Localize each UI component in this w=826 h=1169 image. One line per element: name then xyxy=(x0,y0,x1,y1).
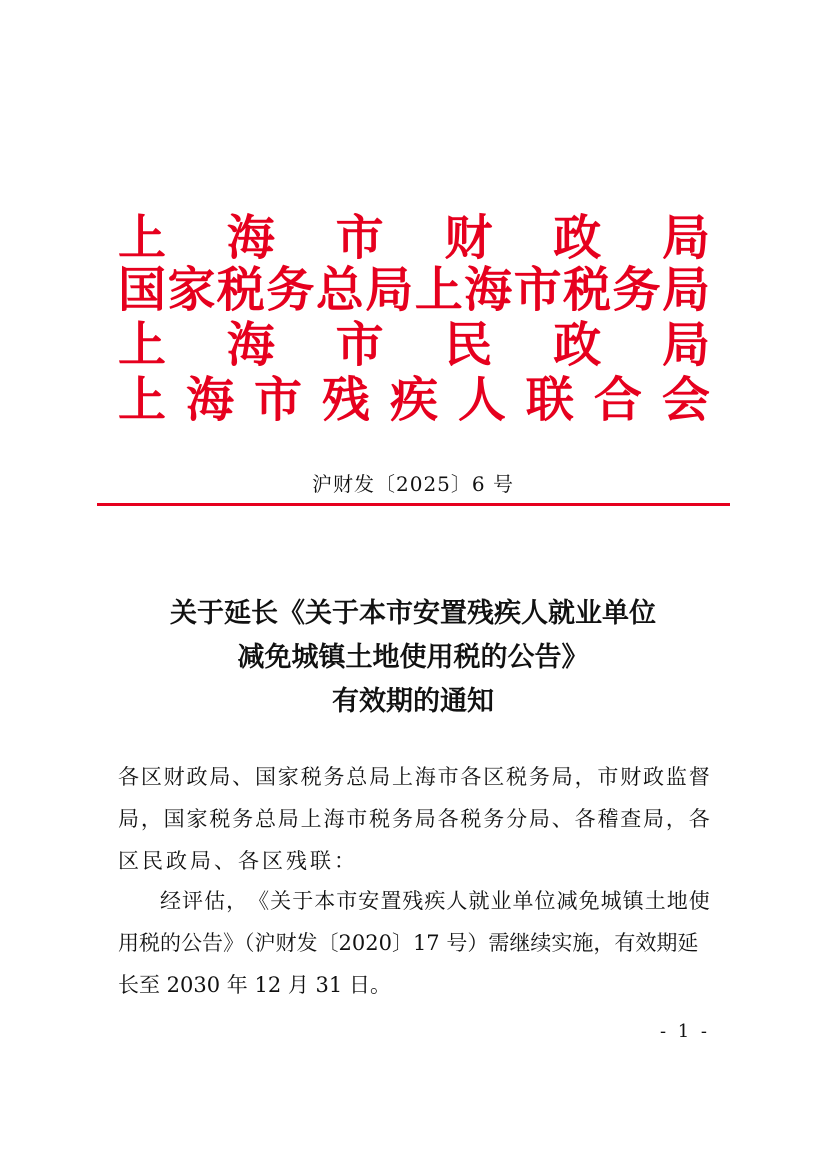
char: 、 xyxy=(232,765,254,789)
char: 减 xyxy=(556,889,578,913)
char: 海 xyxy=(464,262,513,318)
addressee-line-3: 区民政局、各区残联： xyxy=(118,849,358,873)
char: 上 xyxy=(414,262,463,318)
char: 政 xyxy=(553,317,602,373)
char: 上 xyxy=(118,372,167,428)
char: 安 xyxy=(358,889,380,913)
char: 市 xyxy=(336,889,358,913)
addressee-line-2 xyxy=(118,804,710,834)
char: 税 xyxy=(563,262,612,318)
char: 财 xyxy=(444,210,493,266)
char: 、 xyxy=(551,807,573,831)
issuer-line-1 xyxy=(118,210,710,266)
char: 务 xyxy=(483,807,505,831)
char: 督 xyxy=(688,765,710,789)
char: 国 xyxy=(254,765,276,789)
char: ， xyxy=(574,765,596,789)
char: 分 xyxy=(506,807,528,831)
char: 评 xyxy=(182,889,204,913)
char: 局 xyxy=(551,765,573,789)
char: 务 xyxy=(232,807,254,831)
char: 上 xyxy=(118,210,167,266)
char: 总 xyxy=(346,765,368,789)
char: 海 xyxy=(185,372,234,428)
char: 人 xyxy=(446,889,468,913)
char: 置 xyxy=(380,889,402,913)
char: 关 xyxy=(270,889,292,913)
char: 市 xyxy=(597,765,619,789)
issuer-line-2 xyxy=(118,262,710,318)
char: 务 xyxy=(266,262,315,318)
char: 镇 xyxy=(622,889,644,913)
char: 家 xyxy=(277,765,299,789)
char: 税 xyxy=(369,807,391,831)
char: 财 xyxy=(163,765,185,789)
char: 会 xyxy=(661,372,710,428)
char: 于 xyxy=(292,889,314,913)
char: 局 xyxy=(661,317,710,373)
paragraph-line-3: 长至 2030 年 12 月 31 日。 xyxy=(118,973,391,997)
char: 稽 xyxy=(597,807,619,831)
char: 税 xyxy=(460,807,482,831)
char: 各 xyxy=(574,807,596,831)
title-line-1: 关于延长《关于本市安置残疾人就业单位 xyxy=(170,598,656,629)
char: 各 xyxy=(688,807,710,831)
char: 城 xyxy=(600,889,622,913)
char: ， xyxy=(665,807,687,831)
title-line-3: 有效期的通知 xyxy=(332,686,494,717)
char: 市 xyxy=(346,807,368,831)
char: 总 xyxy=(254,807,276,831)
red-separator-rule xyxy=(97,503,730,506)
char: 使 xyxy=(688,889,710,913)
char: 海 xyxy=(414,765,436,789)
char: 财 xyxy=(620,765,642,789)
char: 区 xyxy=(140,765,162,789)
char: 联 xyxy=(525,372,574,428)
paragraph-line-2: 用税的公告》（沪财发〔2020〕17 号）需继续实施，有效期延 xyxy=(118,931,699,955)
char: 就 xyxy=(468,889,490,913)
char: 业 xyxy=(490,889,512,913)
char: 务 xyxy=(391,807,413,831)
char: 查 xyxy=(620,807,642,831)
char: 局 xyxy=(661,262,710,318)
char: 政 xyxy=(553,210,602,266)
char: 监 xyxy=(665,765,687,789)
char: 区 xyxy=(483,765,505,789)
char: 残 xyxy=(321,372,370,428)
char: 局 xyxy=(369,765,391,789)
char: 位 xyxy=(534,889,556,913)
char: 务 xyxy=(528,765,550,789)
char: 市 xyxy=(253,372,302,428)
char: 《 xyxy=(248,889,270,913)
char: 估 xyxy=(204,889,226,913)
char: 免 xyxy=(578,889,600,913)
char: 局 xyxy=(414,807,436,831)
char: 国 xyxy=(163,807,185,831)
char: 税 xyxy=(216,262,265,318)
char: 局 xyxy=(365,262,414,318)
char: 市 xyxy=(513,262,562,318)
char: 地 xyxy=(666,889,688,913)
char: 合 xyxy=(593,372,642,428)
title-line-2: 减免城镇土地使用税的公告》 xyxy=(237,642,589,673)
issuer-line-4 xyxy=(118,372,710,428)
char: 局 xyxy=(643,807,665,831)
char: 市 xyxy=(335,317,384,373)
char: 局 xyxy=(209,765,231,789)
char: 局 xyxy=(661,210,710,266)
char: 政 xyxy=(643,765,665,789)
char: 各 xyxy=(437,807,459,831)
char: 家 xyxy=(167,262,216,318)
char: 务 xyxy=(612,262,661,318)
char: 局 xyxy=(528,807,550,831)
char: 海 xyxy=(226,317,275,373)
char: 上 xyxy=(391,765,413,789)
char: 人 xyxy=(457,372,506,428)
char: 总 xyxy=(315,262,364,318)
char: 局 xyxy=(277,807,299,831)
char: 民 xyxy=(444,317,493,373)
char: 务 xyxy=(323,765,345,789)
char: 土 xyxy=(644,889,666,913)
char: 政 xyxy=(186,765,208,789)
char: 单 xyxy=(512,889,534,913)
char: ， xyxy=(226,889,248,913)
char: 残 xyxy=(402,889,424,913)
addressee-line-1 xyxy=(118,762,710,792)
char: 疾 xyxy=(424,889,446,913)
char: ， xyxy=(140,807,162,831)
char: 上 xyxy=(300,807,322,831)
char: 局 xyxy=(118,807,139,831)
char: 经 xyxy=(160,889,181,913)
char: 本 xyxy=(314,889,336,913)
char: 各 xyxy=(460,765,482,789)
char: 市 xyxy=(335,210,384,266)
page-number: - 1 - xyxy=(659,1021,710,1042)
char: 市 xyxy=(437,765,459,789)
char: 上 xyxy=(118,317,167,373)
char: 国 xyxy=(118,262,167,318)
char: 家 xyxy=(186,807,208,831)
document-number: 沪财发〔2025〕6 号 xyxy=(312,472,514,496)
char: 各 xyxy=(118,765,139,789)
char: 税 xyxy=(300,765,322,789)
char: 海 xyxy=(226,210,275,266)
char: 税 xyxy=(209,807,231,831)
paragraph-line-1 xyxy=(160,886,710,916)
char: 疾 xyxy=(389,372,438,428)
char: 税 xyxy=(506,765,528,789)
char: 海 xyxy=(323,807,345,831)
issuer-line-3 xyxy=(118,317,710,373)
